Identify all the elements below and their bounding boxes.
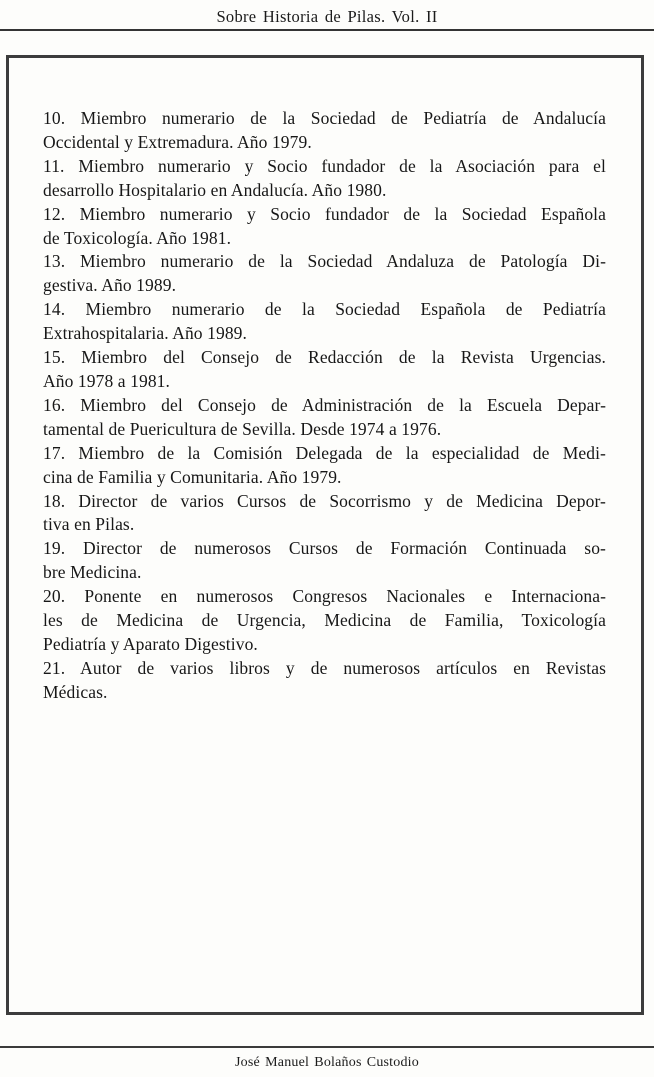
footer-author: José Manuel Bolaños Custodio: [235, 1055, 419, 1070]
text-line: Médicas.: [43, 681, 108, 702]
footer-rule: [0, 1046, 654, 1048]
text-line: 19. Director de numerosos Cursos de Formación Continuada so-: [43, 538, 606, 559]
list-item-21: [43, 657, 606, 705]
text-line: 21. Autor de varios libros y de numerosos artículos en Revistas: [43, 657, 606, 678]
text-line: les de Medicina de Urgencia, Medicina de Familia, Toxicología: [43, 610, 606, 631]
text-line: Extrahospitalaria. Año 1989.: [43, 323, 248, 344]
text-line: Pediatría y Aparato Digestivo.: [43, 633, 258, 654]
list-item-19: [43, 537, 606, 585]
list-item-13: [43, 250, 606, 298]
list-item-17: [43, 442, 606, 490]
text-line: bre Medicina.: [43, 562, 142, 583]
list-item-18: [43, 490, 606, 538]
list-item-15: [43, 346, 606, 394]
credentials-list: [9, 58, 641, 705]
text-line: 12. Miembro numerario y Socio fundador de la Sociedad Española: [43, 203, 606, 224]
list-item-16: [43, 394, 606, 442]
list-item-12: [43, 203, 606, 251]
text-line: 11. Miembro numerario y Socio fundador de la Asociación para el: [43, 155, 606, 176]
text-line: 17. Miembro de la Comisión Delegada de la especialidad de Medi-: [43, 442, 606, 463]
running-header-title: Sobre Historia de Pilas. Vol. II: [216, 7, 438, 26]
text-line: tiva en Pilas.: [43, 514, 135, 535]
text-line: 13. Miembro numerario de la Sociedad Andaluza de Patología Di-: [43, 251, 606, 272]
list-item-10: [43, 107, 606, 155]
header-rule: [0, 29, 654, 31]
text-line: cina de Familia y Comunitaria. Año 1979.: [43, 466, 342, 487]
text-line: 16. Miembro del Consejo de Administración de la Escuela Depar-: [43, 394, 606, 415]
content-frame: [6, 55, 644, 1015]
text-line: 15. Miembro del Consejo de Redacción de la Revista Urgencias.: [43, 347, 606, 368]
text-line: 10. Miembro numerario de la Sociedad de Pediatría de Andalucía: [43, 108, 606, 128]
list-item-14: [43, 298, 606, 346]
text-line: 14. Miembro numerario de la Sociedad Española de Pediatría: [43, 299, 606, 320]
text-line: 18. Director de varios Cursos de Socorrismo y de Medicina Depor-: [43, 490, 606, 511]
text-line: desarrollo Hospitalario en Andalucía. Año 1980.: [43, 179, 387, 200]
list-item-20: [43, 585, 606, 657]
text-line: gestiva. Año 1989.: [43, 275, 177, 296]
text-line: tamental de Puericultura de Sevilla. Desde 1974 a 1976.: [43, 418, 442, 439]
text-line: de Toxicología. Año 1981.: [43, 227, 232, 248]
text-line: Año 1978 a 1981.: [43, 370, 171, 391]
text-line: 20. Ponente en numerosos Congresos Nacionales e Internaciona-: [43, 586, 606, 607]
text-line: Occidental y Extremadura. Año 1979.: [43, 131, 312, 152]
list-item-11: [43, 155, 606, 203]
